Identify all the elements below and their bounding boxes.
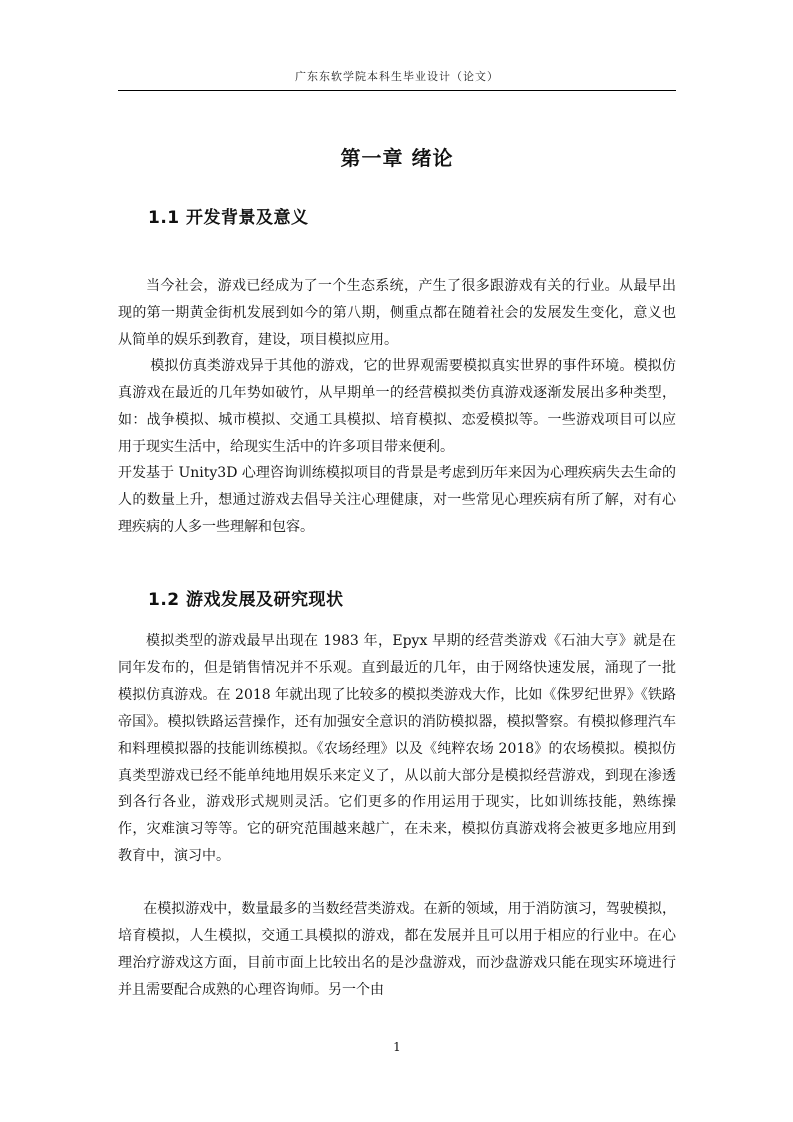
paragraph-1-2-b: 在模拟游戏中，数量最多的当数经营类游戏。在新的领域，用于消防演习，驾驶模拟，培育模拟，人生模拟，交通工具模拟的游戏，都在发展并且可以用于相应的行业中。在心理治疗游戏这方面，目前市面上比较出名的是沙盘游戏，而沙盘游戏只能在现实环境进行并且需要配合成熟的心理咨询师。另一个由 [118, 901, 676, 998]
section-title-1-1: 1.1 开发背景及意义 [148, 208, 309, 228]
page-header: 广东东软学院本科生毕业设计（论文） [295, 70, 499, 83]
header-rule [118, 90, 676, 91]
paragraph-1-1-a: 当今社会，游戏已经成为了一个生态系统，产生了很多跟游戏有关的行业。从最早出现的第一期黄金街机发展到如今的第八期，侧重点都在随着社会的发展发生变化，意义也从简单的娱乐到教育，建设，项目模拟应用。 [118, 278, 676, 348]
section-title-1-2: 1.2 游戏发展及研究现状 [148, 590, 344, 610]
page-number: 1 [393, 1040, 401, 1054]
paragraph-1-2-a: 模拟类型的游戏最早出现在 1983 年，Epyx 早期的经营类游戏《石油大亨》就是在同年发布的，但是销售情况并不乐观。直到最近的几年，由于网络快速发展，涌现了一批模拟仿真游戏。在 2018 年就出现了比较多的模拟类游戏大作，比如《侏罗纪世界》《铁路帝国》。模拟铁路运营操作，还有加强安全意识的消防模拟器，模拟警察。有模拟修理汽车和料理模拟器的技能训练模拟。《农场经理》以及《纯粹农场 2018》的农场模拟。模拟仿真类型游戏已经不能单纯地用娱乐来定义了，从以前大部分是模拟经营游戏，到现在渗透到各行各业，游戏形式规则灵活。它们更多的作用运用于现实，比如训练技能，熟练操作，灾难演习等等。它的研究范围越来越广，在未来，模拟仿真游戏将会被更多地应用到教育中，演习中。 [118, 633, 676, 865]
paragraph-1-1-c: 开发基于 Unity3D 心理咨询训练模拟项目的背景是考虑到历年来因为心理疾病失去生命的人的数量上升，想通过游戏去倡导关注心理健康，对一些常见心理疾病有所了解，对有心理疾病的人多一些理解和包容。 [118, 465, 676, 535]
chapter-title: 第一章 绪论 [340, 146, 454, 170]
paragraph-1-1-b: 模拟仿真类游戏异于其他的游戏，它的世界观需要模拟真实世界的事件环境。模拟仿真游戏在最近的几年势如破竹，从早期单一的经营模拟类仿真游戏逐渐发展出多种类型，如：战争模拟、城市模拟、交通工具模拟、培育模拟、恋爱模拟等。一些游戏项目可以应用于现实生活中，给现实生活中的许多项目带来便利。 [118, 358, 676, 455]
